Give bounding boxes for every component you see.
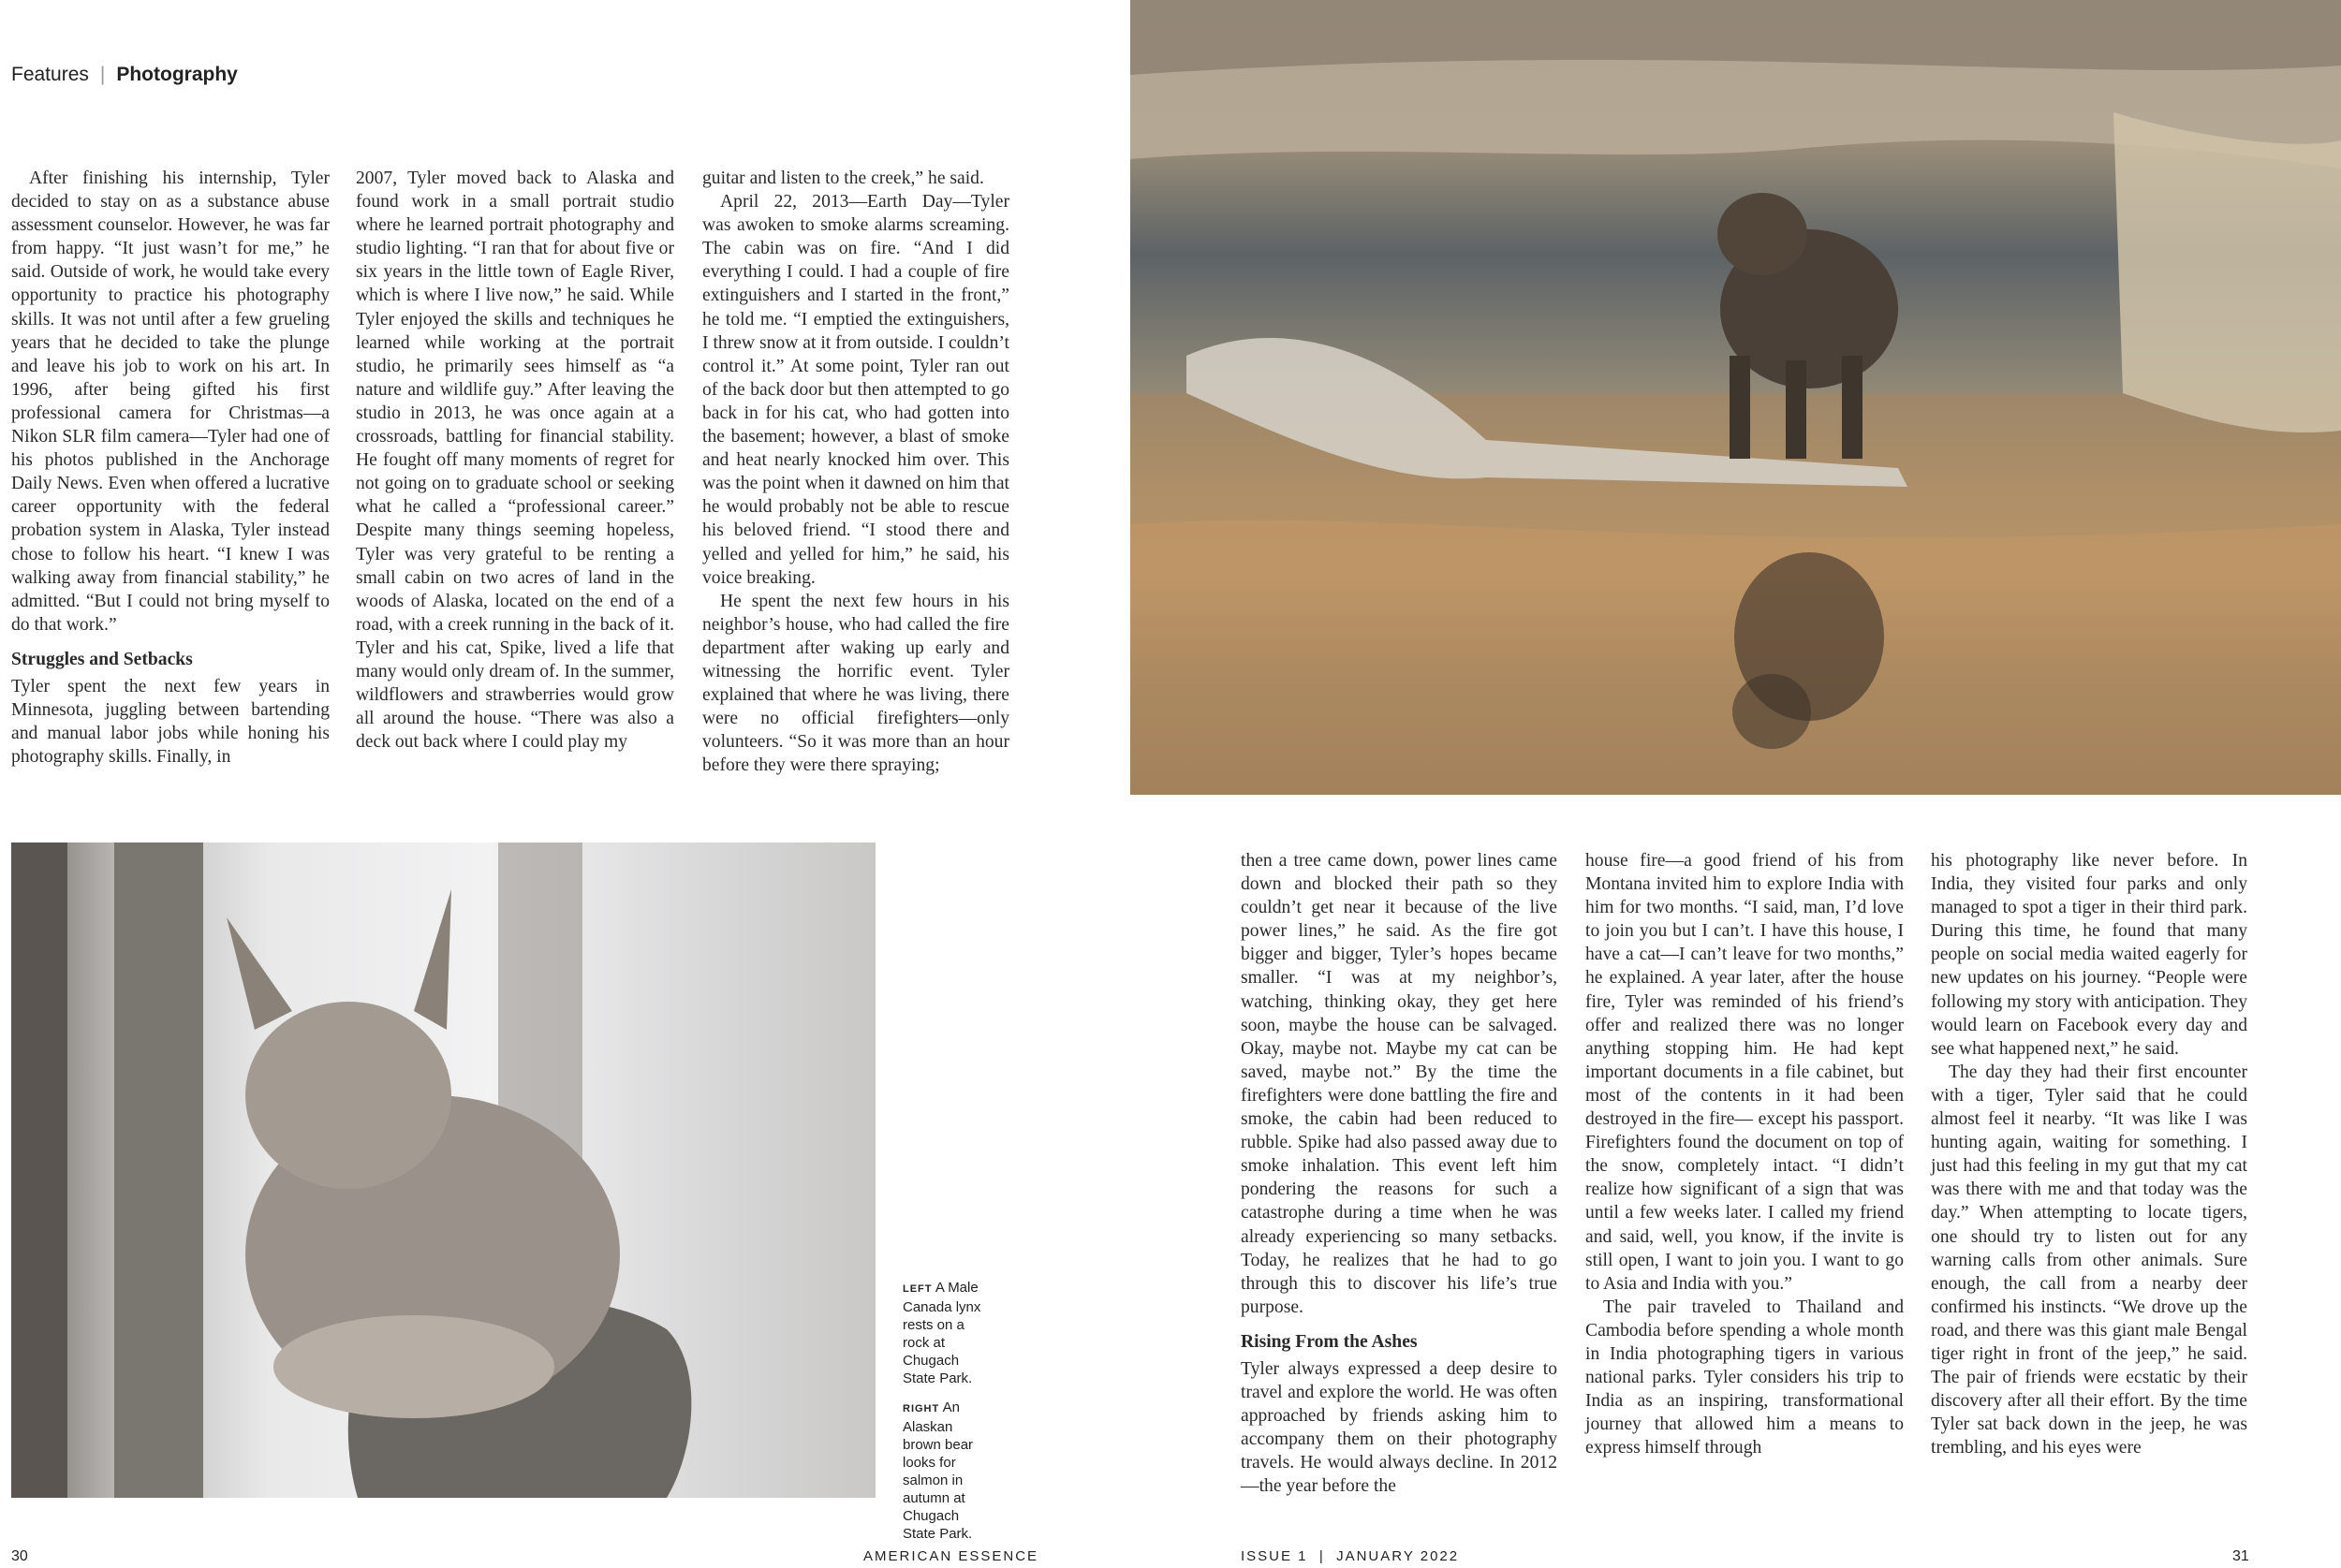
paragraph: then a tree came down, power lines came down and blocked their path so they couldn’t get near it because of the live power lines,” he said. As the fire got bigger and bigger, Tyler’s hopes became smaller. “I was at my neighbor’s, watching, thinking okay, they get here soon, maybe the house can be salvaged. Okay, maybe not. Maybe my cat can be saved, maybe not.” By the time the firefighters were done battling the fire and smoke, the cabin had been reduced to rubble. Spike had also passed away due to smoke inhalation. This event left him pondering the reasons for such a catastrophe during a time when he was already experiencing so many setbacks. Today, he realizes that he had to go through this to discover his life’s true purpose.	[1241, 851, 1557, 1317]
photo-captions	[903, 1279, 993, 1554]
paragraph: The day they had their first encounter with a tiger, Tyler said that he could almost feel it nearby. “It was like I was hunting again, waiting for something. I just had this feeling in my gut that my cat was there with me and that today was the day.” When attempting to locate tigers, one should try to listen out for any warning calls from other animals. Sure enough, the call from a nearby deer confirmed his instincts. “We drove up the road, and there was this giant male Bengal tiger right in front of the jeep,” he said. The pair of friends were ecstatic by their discovery after all their effort. By the time Tyler sat back down in the jeep, he was trembling, and his eyes were	[1931, 1062, 2247, 1458]
caption-text: An Alaskan brown bear looks for salmon in autumn at Chugach State Park.	[903, 1399, 974, 1542]
paragraph: He spent the next few hours in his neighbor’s house, who had called the fire department after waking up early and witnessing the horrific event. Tyler explained that where he was living, there were no official firefighters—only volunteers. “So it was more than an hour before they were there spraying;	[702, 591, 1009, 776]
paragraph: After finishing his internship, Tyler decided to stay on as a substance abuse assessment counselor. However, he was far from happy. “It just wasn’t for me,” he said. Outside of work, he would take every opportunity to practice his photography skills. It was not until after a few grueling years that he decided to take the plunge and leave his job to work on his art. In 1996, after being gifted his first professional camera for Christmas—a Nikon SLR film camera—Tyler had one of his photos published in the Anchorage Daily News. Even when offered a lucrative career opportunity with the federal probation system in Alaska, Tyler instead chose to follow his heart. “I knew I was walking away from financial stability,” he admitted. “But I could not bring myself to do that work.”	[11, 169, 330, 635]
right-col-3	[1931, 849, 2247, 1459]
issue-info: ISSUE 1 | JANUARY 2022	[1241, 1548, 1460, 1564]
paragraph: April 22, 2013—Earth Day—Tyler was awoken to smoke alarms screaming. The cabin was on fire. “And I did everything I could. I had a couple of fire extinguishers and I started in the front,” he told me. “I emptied the extinguishers, I threw snow at it from outside. I couldn’t control it.” At some point, Tyler ran out of the back door but then attempted to go back in for his cat, who had gotten into the basement; however, a blast of smoke and heat nearly knocked him over. This was the point when it dawned on him that he would probably not be able to rescue his beloved friend. “I stood there and yelled and yelled for him,” he said, his voice breaking.	[702, 192, 1009, 588]
caption-right	[903, 1399, 993, 1543]
page-number-right: 31	[2232, 1548, 2249, 1564]
page-number-left: 30	[11, 1548, 28, 1564]
subheading: Rising From the Ashes	[1241, 1331, 1418, 1352]
caption-text: A Male Canada lynx rests on a rock at Chugach State Park.	[903, 1280, 981, 1386]
caption-label: RIGHT	[903, 1403, 940, 1414]
paragraph: Tyler spent the next few years in Minnesota, juggling between bartending and manual labor jobs while honing his photography skills. Finally, in	[11, 676, 330, 768]
paragraph: house fire—a good friend of his from Montana invited him to explore India with him for two months. “I said, man, I’d love to join you but I can’t. I have this house, I have a cat—I can’t leave for two months,” he explained. A year later, after the house fire, Tyler was reminded of his friend’s offer and realized there was no longer anything stopping him. He had kept important documents in a file cabinet, but most of the contents in it had been destroyed in the fire— except his passport. Firefighters found the document on top of the snow, completely intact. “I didn’t realize how significant of a sign that was until a few weeks later. I called my friend and said, well, you know, if the invite is still open, I want to join you. I want to go to Asia and India with you.”	[1585, 851, 1904, 1294]
paragraph: guitar and listen to the creek,” he said.	[702, 169, 984, 188]
header-separator: |	[99, 64, 106, 85]
lynx-photo-art	[11, 843, 876, 1498]
paragraph: 2007, Tyler moved back to Alaska and found work in a small portrait studio where he learned portrait photography and studio lighting. “I ran that for about five or six years in the little town of Eagle River, which is where I live now,” he said. While Tyler enjoyed the skills and techniques he learned while working at the portrait studio, he primarily sees himself as “a nature and wildlife guy.” After leaving the studio in 2013, he was once again at a crossroads, battling for financial stability. He fought off many moments of regret for not going on to graduate school or seeking what he called a “professional career.” Despite many things seeming hopeless, Tyler was very grateful to be renting a small cabin on two acres of land in the woods of Alaska, located on the end of a road, with a creek running in the back of it. Tyler and his cat, Spike, lived a life that many would only dream of. In the summer, wildflowers and strawberries would grow all around the house. “There was also a deck out back where I could play my	[356, 169, 674, 753]
caption-label: LEFT	[903, 1283, 933, 1295]
paragraph: his photography like never before. In India, they visited four parks and only managed to spot a tiger in their third park. During this time, he found that many people on social media waited eagerly for new updates on his journey. “People were following my story with anticipation. They would learn on Facebook every day and see what happened next,” he said.	[1931, 851, 2247, 1059]
caption-left	[903, 1279, 993, 1387]
right-col-1	[1241, 849, 1557, 1498]
left-col-2	[356, 167, 674, 754]
lynx-photo	[11, 843, 876, 1498]
bear-photo-art	[1130, 0, 2341, 795]
subsection-label: Photography	[116, 64, 238, 85]
left-col-1	[11, 167, 330, 769]
left-col-3	[702, 167, 1009, 777]
publication-name: AMERICAN ESSENCE	[863, 1548, 1039, 1564]
paragraph: Tyler always expressed a deep desire to travel and explore the world. He was often approached by friends asking him to accompany them on their photography travels. He would always decline. In 2012—the year before the	[1241, 1358, 1557, 1497]
paragraph: The pair traveled to Thailand and Cambodia before spending a whole month in India photographing tigers in various national parks. Tyler considers his trip to India as an inspiring, transformational journey that allowed him a means to express himself through	[1585, 1297, 1904, 1458]
bear-photo	[1130, 0, 2341, 795]
section-label: Features	[11, 64, 89, 85]
right-col-2	[1585, 849, 1904, 1459]
section-header	[11, 64, 238, 86]
subheading: Struggles and Setbacks	[11, 649, 193, 669]
